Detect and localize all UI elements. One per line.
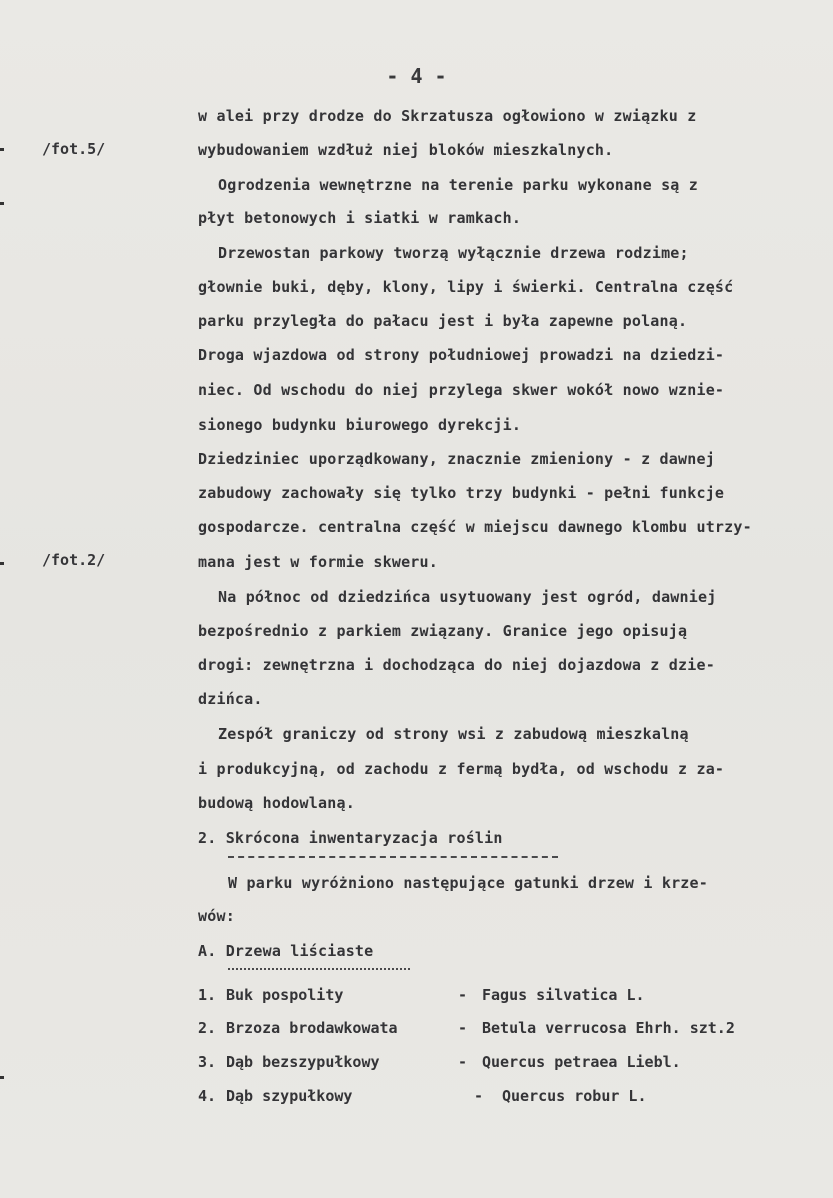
plant-latin-name: Quercus petraea Liebl. — [482, 1053, 681, 1071]
plant-row — [198, 1053, 681, 1071]
text-line: bezpośrednio z parkiem związany. Granice jego opisują — [198, 622, 688, 640]
text-line: zabudowy zachowały się tylko trzy budynki - pełni funkcje — [198, 484, 725, 502]
plant-polish-name: Dąb szypułkowy — [226, 1087, 353, 1105]
text-line: dzińca. — [198, 690, 263, 708]
text-line: Ogrodzenia wewnętrzne na terenie parku wykonane są z — [218, 176, 698, 194]
plant-latin-name: Quercus robur L. — [502, 1087, 647, 1105]
edge-mark — [0, 1076, 4, 1079]
heading-underline — [228, 856, 558, 858]
text-line: W parku wyróżniono następujące gatunki drzew i krze- — [228, 874, 708, 892]
plant-row — [198, 986, 645, 1004]
text-line: i produkcyjną, od zachodu z fermą bydła, od wschodu z za- — [198, 760, 725, 778]
text-line: wybudowaniem wzdłuż niej bloków mieszkalnych. — [198, 141, 614, 159]
plant-dash: - — [458, 986, 468, 1004]
plant-row — [198, 1019, 735, 1037]
margin-note-photo-5: /fot.5/ — [42, 140, 106, 158]
subsection-heading: A. Drzewa liściaste — [198, 942, 374, 960]
plant-number: 2. — [198, 1019, 217, 1037]
plant-number: 3. — [198, 1053, 217, 1071]
text-line: gospodarcze. centralna część w miejscu dawnego klombu utrzy- — [198, 518, 752, 536]
text-line: w alei przy drodze do Skrzatusza ogłowiono w związku z — [198, 107, 697, 125]
text-line: budową hodowlaną. — [198, 794, 355, 812]
margin-note-photo-2: /fot.2/ — [42, 551, 106, 569]
plant-latin-name: Fagus silvatica L. — [482, 986, 645, 1004]
text-line: płyt betonowych i siatki w ramkach. — [198, 209, 522, 227]
page-number: - 4 - — [386, 64, 447, 88]
text-line: Drzewostan parkowy tworzą wyłącznie drzewa rodzime; — [218, 244, 689, 262]
edge-mark — [0, 202, 4, 205]
plant-dash: - — [474, 1087, 484, 1105]
section-heading: 2. Skrócona inwentaryzacja roślin — [198, 829, 503, 847]
text-line: drogi: zewnętrzna i dochodząca do niej dojazdowa z dzie- — [198, 656, 715, 674]
plant-dash: - — [458, 1053, 468, 1071]
plant-number: 1. — [198, 986, 217, 1004]
plant-polish-name: Brzoza brodawkowata — [226, 1019, 398, 1037]
text-line: mana jest w formie skweru. — [198, 553, 438, 571]
subsection-underline — [228, 968, 410, 970]
text-line: Zespół graniczy od strony wsi z zabudową mieszkalną — [218, 725, 689, 743]
text-line: Dziedziniec uporządkowany, znacznie zmieniony - z dawnej — [198, 450, 715, 468]
text-line: sionego budynku biurowego dyrekcji. — [198, 416, 522, 434]
plant-dash: - — [458, 1019, 468, 1037]
text-line: parku przyległa do pałacu jest i była zapewne polaną. — [198, 312, 688, 330]
edge-mark — [0, 562, 4, 565]
text-line: Droga wjazdowa od strony południowej prowadzi na dziedzi- — [198, 346, 725, 364]
edge-mark — [0, 148, 4, 151]
plant-number: 4. — [198, 1087, 217, 1105]
plant-latin-name: Betula verrucosa Ehrh. szt.2 — [482, 1019, 735, 1037]
plant-row — [198, 1087, 647, 1105]
text-line: głownie buki, dęby, klony, lipy i świerki. Centralna część — [198, 278, 734, 296]
text-line: niec. Od wschodu do niej przylega skwer wokół nowo wznie- — [198, 381, 725, 399]
plant-polish-name: Buk pospolity — [226, 986, 344, 1004]
text-line: Na północ od dziedzińca usytuowany jest ogród, dawniej — [218, 588, 717, 606]
plant-polish-name: Dąb bezszypułkowy — [226, 1053, 380, 1071]
text-line: wów: — [198, 907, 235, 925]
